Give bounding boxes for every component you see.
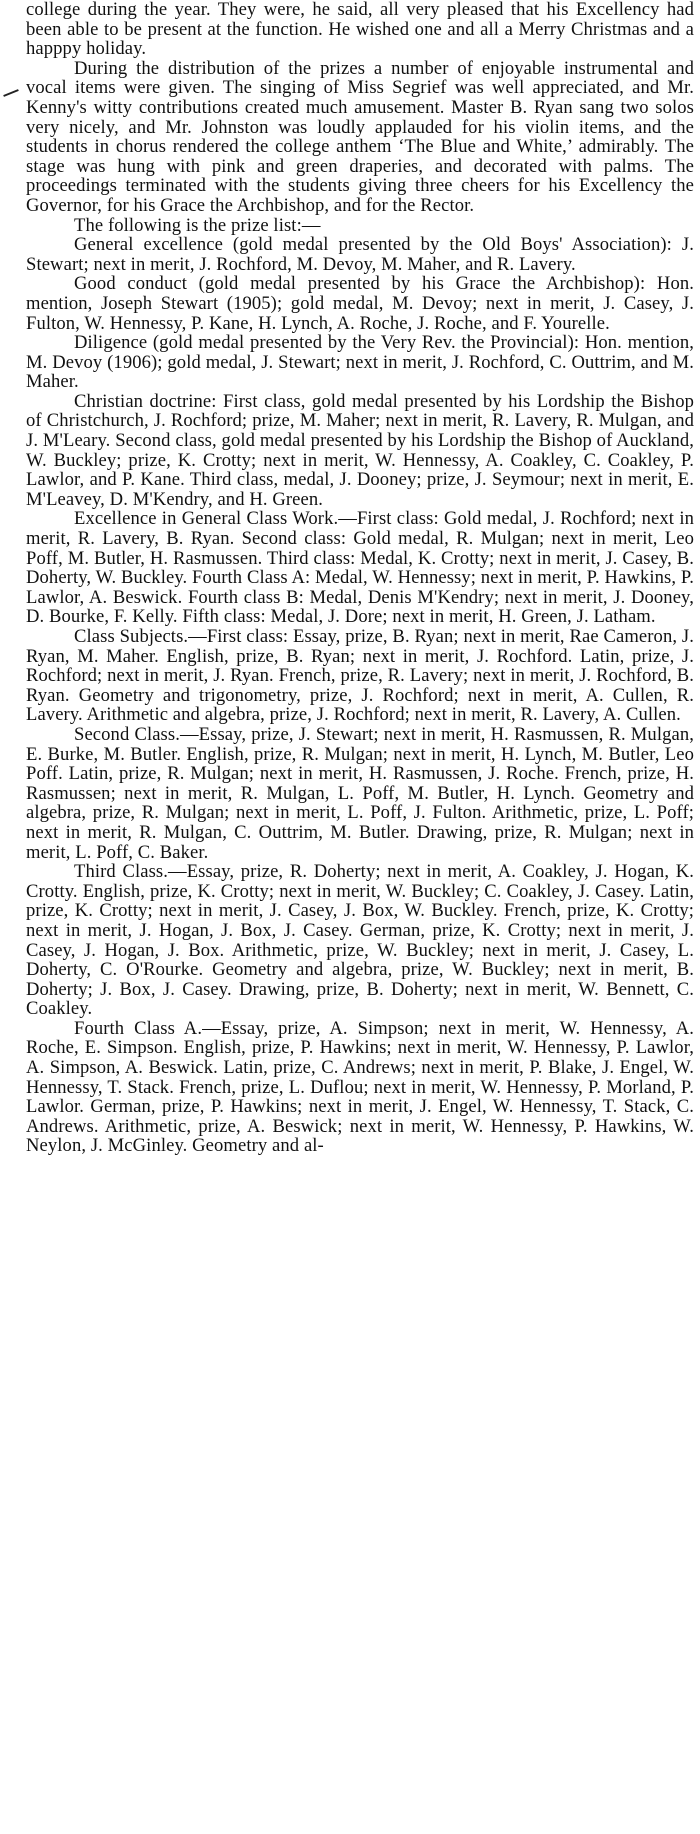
paragraph-class-subjects-first: Class Subjects.—First class: Essay, prize, B. Ryan; next in merit, Rae Cameron, J. Ryan, M. Maher. English, prize, B. Ryan; next in merit, J. Rochford. Latin, prize, J. Rochford; next in merit, J. Ryan. French, prize, R. Lavery; next in merit, J. Rochford, B. Ryan. Geometry and trigonometry, prize, J. Rochford; next in merit, A. Cullen, R. Lavery. Arithmetic and algebra, prize, J. Rochford; next in merit, R. Lavery, A. Cullen. [26, 626, 694, 726]
paragraph-general-excellence: General excellence (gold medal presented by the Old Boys' Association): J. Stewart; next in merit, J. Rochford, M. Devoy, M. Maher, and R. Lavery. [26, 234, 694, 275]
paragraph-fourth-class-a: Fourth Class A.—Essay, prize, A. Simpson; next in merit, W. Hennessy, A. Roche, E. Simpson. English, prize, P. Hawkins; next in merit, W. Hennessy, P. Lawlor, A. Simpson, A. Beswick. Latin, prize, C. Andrews; next in merit, P. Blake, J. Engel, W. Hennessy, T. Stack. French, prize, L. Duflou; next in merit, W. Hennessy, P. Morland, P. Lawlor. German, prize, P. Hawkins; next in merit, J. Engel, W. Hennessy, T. Stack, C. Andrews. Arithmetic, prize, A. Beswick; next in merit, W. Hennessy, P. Hawkins, W. Neylon, J. McGinley. Geometry and al- [26, 1017, 694, 1157]
paragraph-entertainment: During the distribution of the prizes a number of enjoyable instrumental and vocal items were given. The singing of Miss Segrief was well appreciated, and Mr. Kenny's witty contributions created much amusement. Master B. Ryan sang two solos very nicely, and Mr. Johnston was loudly applauded for his violin items, and the students in chorus rendered the college anthem ‘The Blue and White,’ admirably. The stage was hung with pink and green draperies, and decorated with palms. The proceedings terminated with the students giving three cheers for his Excellency the Governor, for his Grace the Archbishop, and for the Rector. [26, 57, 694, 216]
paragraph-general-class-work: Excellence in General Class Work.—First class: Gold medal, J. Rochford; next in merit, R. Lavery, B. Ryan. Second class: Gold medal, R. Mulgan; next in merit, Leo Poff, M. Butler, H. Rasmussen. Third class: Medal, K. Crotty; next in merit, J. Casey, B. Doherty, W. Buckley. Fourth Class A: Medal, W. Hennessy; next in merit, P. Hawkins, P. Lawlor, A. Beswick. Fourth class B: Medal, Denis M'Kendry; next in merit, J. Dooney, D. Bourke, F. Kelly. Fifth class: Medal, J. Dore; next in merit, H. Green, J. Latham. [26, 508, 694, 628]
paragraph-second-class: Second Class.—Essay, prize, J. Stewart; next in merit, H. Rasmussen, R. Mulgan, E. Burke, M. Butler. English, prize, R. Mulgan; next in merit, H. Lynch, M. Butler, Leo Poff. Latin, prize, R. Mulgan; next in merit, H. Rasmussen, J. Roche. French, prize, H. Rasmussen; next in merit, R. Mulgan, L. Poff, M. Butler, H. Lynch. Geometry and algebra, prize, R. Mulgan; next in merit, L. Poff, J. Fulton. Arithmetic, prize, L. Poff; next in merit, R. Mulgan, C. Outtrim, M. Butler. Drawing, prize, R. Mulgan; next in merit, L. Poff, C. Baker. [26, 723, 694, 863]
paragraph-christian-doctrine: Christian doctrine: First class, gold medal presented by his Lordship the Bishop of Christchurch, J. Rochford; prize, M. Maher; next in merit, R. Lavery, R. Mulgan, and J. M'Leary. Second class, gold medal presented by his Lordship the Bishop of Auckland, W. Buckley; prize, K. Crotty; next in merit, W. Hennessy, A. Coakley, C. Coakley, P. Lawlor, and P. Kane. Third class, medal, J. Dooney; prize, J. Seymour; next in merit, E. M'Leavey, D. M'Kendry, and H. Green. [26, 390, 694, 510]
paragraph-diligence: Diligence (gold medal presented by the Very Rev. the Provincial): Hon. mention, M. Devoy (1906); gold medal, J. Stewart; next in merit, J. Rochford, C. Outtrim, and M. Maher. [26, 332, 694, 393]
paragraph-closing-speech: college during the year. They were, he said, all very pleased that his Excellency had been able to be present at the function. He wished one and all a Merry Christmas and a happpy holiday. [26, 0, 694, 60]
paragraph-good-conduct: Good conduct (gold medal presented by his Grace the Archbishop): Hon. mention, Joseph Stewart (1905); gold medal, M. Devoy; next in merit, J. Casey, J. Fulton, W. Hennessy, P. Kane, H. Lynch, A. Roche, J. Roche, and F. Yourelle. [26, 273, 694, 334]
margin-pencil-mark [3, 89, 19, 97]
paragraph-third-class: Third Class.—Essay, prize, R. Doherty; next in merit, A. Coakley, J. Hogan, K. Crotty. English, prize, K. Crotty; next in merit, W. Buckley; C. Coakley, J. Casey. Latin, prize, K. Crotty; next in merit, J. Casey, J. Box, W. Buckley. French, prize, K. Crotty; next in merit, J. Hogan, J. Box, J. Casey. German, prize, K. Crotty; next in merit, J. Casey, J. Hogan, J. Box. Arithmetic, prize, W. Buckley; next in merit, J. Casey, L. Doherty, C. O'Rourke. Geometry and algebra, prize, W. Buckley; next in merit, B. Doherty; J. Box, J. Casey. Drawing, prize, B. Doherty; next in merit, W. Bennett, C. Coakley. [26, 861, 694, 1020]
paragraph-prize-list-intro: The following is the prize list:— [74, 214, 321, 236]
